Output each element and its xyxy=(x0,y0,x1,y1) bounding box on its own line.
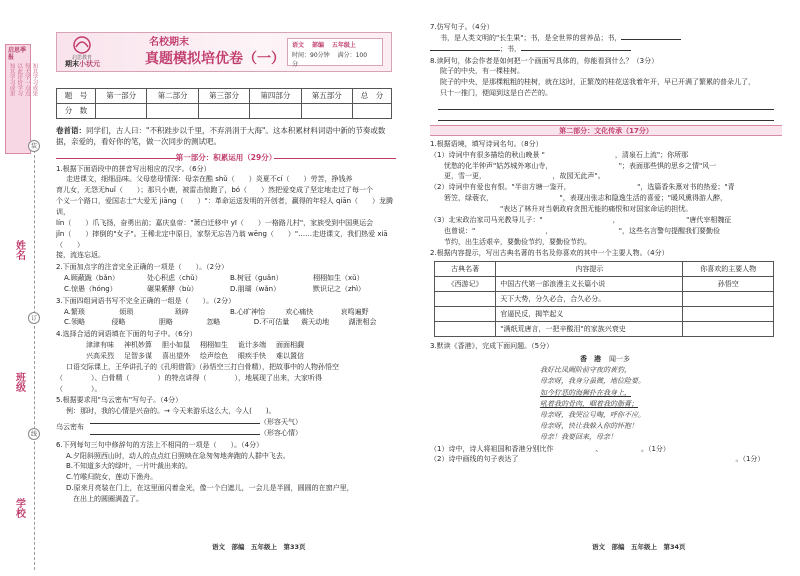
word: 胆小如鼠 xyxy=(162,341,190,350)
question-title: 2.下面加点字的注音完全正确的一项是（ ）。（2分） xyxy=(56,263,229,272)
score-cell: 分 数 xyxy=(57,104,96,119)
option[interactable]: A.夕阳斜照西山时，动人的点点红日照映在急匆匆地奔跑的人群中飞去。 xyxy=(66,451,290,460)
banner-top-label: 名校期末 xyxy=(149,37,189,48)
question-5 xyxy=(56,395,396,438)
poem-line-underlined: 吼着我的骨肉，咽着我的脂膏； xyxy=(540,399,638,408)
c1-line: "表达了林升对当朝政府贪图无能的痛恨和对国家命运的担忧。 xyxy=(430,204,693,213)
score-input[interactable] xyxy=(353,104,392,119)
question-4 xyxy=(56,329,396,394)
section-heading: 第一部分：积累运用（29分） xyxy=(56,152,396,164)
binding-circle: 线 xyxy=(28,428,40,440)
cut-line xyxy=(34,140,35,570)
question-title: 7.仿写句子。（4分） xyxy=(430,23,494,31)
book-cell: "满纸荒唐言，一把辛酸泪"的家族兴衰史 xyxy=(496,322,683,337)
option[interactable]: 湖泄相会 xyxy=(348,318,377,327)
question-c3 xyxy=(430,341,782,465)
c1-line: （2）诗词中有爱也有恨。"半亩方塘一鉴开， "，选篇香朱熹对书的热爱；"青 xyxy=(430,183,735,192)
q8-answer-line[interactable] xyxy=(438,99,774,110)
book-input[interactable] xyxy=(435,322,496,337)
q7-blank[interactable] xyxy=(621,39,681,40)
score-cell: 第五部分 xyxy=(301,89,352,104)
q1-line: jǐn（ ）摔倒的"女子"。王稀北定中原日，家祭无忘告乃翁 wēng（ ）"……走进课文，我们热爱 xiā（ ） xyxy=(56,229,388,249)
q7-text: ；书， xyxy=(500,44,521,53)
q7-line xyxy=(430,44,782,55)
score-cell: 第二部分 xyxy=(147,89,198,104)
question-6 xyxy=(56,440,396,505)
brand-small: 小状元 xyxy=(79,60,100,68)
option[interactable]: D.原来月亮装在门上，在这里面闪着金光，像一个白遮儿，一会儿是半圆，圆圆的在窗户里， xyxy=(66,484,354,493)
score-cell: 第一部分 xyxy=(95,89,146,104)
question-title: 6.下列每句三句中修辞句的方法上不相同的一项是（ ）。（4分） xyxy=(56,440,264,449)
preface-text: 同学们，古人曰："不积跬步以千里，不弃涓涓于大海"。这本积累材料词语中新的节奏或数据，亲爱的，看好你的笔，做一次同步的测试吧。 xyxy=(56,126,386,146)
poem-line: 我好比凤阙阶前守夜的黄豹， xyxy=(540,366,631,375)
c1-line: 也曾说：" ， "，这些名言警句提醒我们要勤俭 xyxy=(430,226,720,235)
option[interactable]: 震天动地 xyxy=(301,318,330,327)
poem-line: 母亲！我要回来，母亲！ xyxy=(540,433,617,442)
q5-label: 乌云密布 xyxy=(56,423,84,432)
c1-line: 节约，出生活艰辛，要勤俭节约，要勤俭节约。 xyxy=(430,237,591,246)
word: 足智多谋 xyxy=(124,351,152,360)
poem-author: 闻一多 xyxy=(609,355,630,364)
q4-line: （ ）。 xyxy=(56,384,102,393)
meta-time: 时间：90分钟 xyxy=(292,51,330,59)
book-input[interactable] xyxy=(435,292,496,307)
spine-badge xyxy=(5,44,38,154)
score-header-row xyxy=(57,89,392,104)
option[interactable]: 碾果紫酵（bù） xyxy=(147,284,198,293)
word: 面面相觑 xyxy=(276,341,304,350)
meta-edition: 部编 xyxy=(311,42,324,49)
binding-circle: 订 xyxy=(28,312,40,324)
poem-line-underlined: 如今狞恶的海狮扑在我身上， xyxy=(540,388,631,397)
page-footer: 语文 部编 五年级上 第34页 xyxy=(592,543,686,551)
poem xyxy=(540,354,782,444)
q5-blank[interactable] xyxy=(90,428,396,439)
meta-subject: 语文 xyxy=(292,42,305,49)
c1-line: 箬笠，绿蓑衣， "，表现出张志和隐逸生活的喜爱；"暖风熏得游人醉， xyxy=(430,194,727,203)
word: 喜出望外 xyxy=(162,351,190,360)
question-title: 4.选择合适的词语填在下面的句子中。（6分） xyxy=(56,330,197,339)
option-row xyxy=(56,317,396,328)
c3-subquestion[interactable]: （1）诗中，诗人将祖国和香港分别比作 、 。（1分） xyxy=(430,444,670,453)
left-page xyxy=(42,0,398,576)
book-input[interactable] xyxy=(683,292,774,307)
option[interactable]: 栩栩如生（xǔ） xyxy=(313,274,364,283)
q1-line: 育儿女，无怨无huǐ（ ）；那只小鹿，被雷击惊跑了，bó（ ）然把爱变成了坚定地走过了每一个 xyxy=(56,186,374,195)
q5-hint: （形容天气） xyxy=(260,418,302,427)
q8-answer-line[interactable] xyxy=(438,110,774,121)
q7-blank[interactable] xyxy=(430,50,500,51)
word: 眼疾手快 xyxy=(238,351,266,360)
c1-line: （3）北宋政治家司马光教导儿子：" ， "唐代宰相魏征 xyxy=(430,215,732,224)
book-cell: 天下大势，分久必合，合久必分。 xyxy=(496,292,683,307)
score-cell: 总 分 xyxy=(353,89,392,104)
c1-line: 忧愁的化半钟声"姑苏城外寒山寺， "；表面那些惧的思乡之情"风一 xyxy=(430,161,717,170)
logo-icon xyxy=(65,35,99,55)
preface xyxy=(56,126,392,148)
option[interactable]: D.不可估量 xyxy=(253,318,290,327)
poem-line: 母亲呀，快让我躲入你的怀抱！ xyxy=(540,422,638,431)
book-cell: 孙悟空 xyxy=(683,277,774,292)
question-1 xyxy=(56,164,396,262)
option[interactable]: C.领略 xyxy=(64,318,86,327)
book-cell: 官逼民反，揭竿起义 xyxy=(496,307,683,322)
option[interactable]: 侵略 xyxy=(111,318,126,327)
q4-line: （ ）、白骨精（ ）的特点讲得（ ），地展现了出来，大家听得 xyxy=(56,373,322,382)
question-title: 8.读阿句，体会作者是如何把一个画面写具体的，你能看到什么？（3分） xyxy=(430,56,659,65)
word: 津津有味 xyxy=(86,341,114,350)
q8-line: 只十一推门，便闻到这是白芒芒的。 xyxy=(440,89,552,98)
word: 绘声绘色 xyxy=(200,351,228,360)
poem-title xyxy=(580,354,782,365)
book-cell: 《西游记》 xyxy=(435,277,496,292)
option[interactable]: 忽略 xyxy=(206,318,221,327)
book-cell: 中国古代第一部浪漫主义长篇小说 xyxy=(496,277,683,292)
word: 栩栩如生 xyxy=(200,341,228,350)
brand-text: 期末 xyxy=(65,60,79,68)
meta-score: 满分：100分 xyxy=(292,51,368,69)
spine-badge-line: 以此评价学习 xyxy=(16,63,23,97)
question-title: 2.根据内容提示，写出古典名著的书名及你喜欢的其中一个主要人物。（4分） xyxy=(430,249,669,258)
book-header-cell: 你喜欢的主要人物 xyxy=(683,262,774,277)
q5-blank[interactable] xyxy=(90,417,396,428)
q7-text: 书，是人类文明的"长生果"；书，是全世界的营养品；书， xyxy=(440,33,622,42)
book-input[interactable] xyxy=(435,307,496,322)
option[interactable]: B.树冠（guǎn） xyxy=(230,274,283,283)
option[interactable]: 烦琐 xyxy=(119,307,134,316)
brand xyxy=(65,59,100,70)
score-value-row xyxy=(57,104,392,119)
preface-label: 卷首语： xyxy=(56,126,86,135)
score-table xyxy=(56,88,392,119)
word-bank-row xyxy=(56,340,396,351)
option[interactable]: 欢心痛快 xyxy=(285,307,314,316)
poem-line: 母亲呀，我身分虽微，地位险要。 xyxy=(540,377,645,386)
question-7 xyxy=(430,22,782,55)
book-input[interactable] xyxy=(683,322,774,337)
book-input[interactable] xyxy=(683,307,774,322)
c1-line: （1）诗词中有很多描绘的秋山晚景 " ，清泉石上流"；你所那 xyxy=(430,150,689,159)
option[interactable]: 默识记之（zhì） xyxy=(313,284,366,293)
option[interactable]: 处心积虑（chǔ） xyxy=(147,274,202,283)
q1-line: 接，流连忘返。 xyxy=(56,251,105,260)
question-c1 xyxy=(430,139,782,247)
spine-badge-line: 知其学习成果 xyxy=(8,63,15,97)
exam-title: 真题模拟培优卷（一） xyxy=(145,51,285,67)
question-title: 1.根据语境，填写诗词名句。（8分） xyxy=(430,139,543,148)
q7-blank[interactable] xyxy=(521,50,631,51)
option[interactable]: 琐碎 xyxy=(174,307,189,316)
word: 难以置信 xyxy=(276,351,304,360)
q5-example: 例：那时，我的心情是兴奋的。→ 今天来游乐这么大，今人( )。 xyxy=(66,407,276,416)
word: 诡计多端 xyxy=(238,341,266,350)
option[interactable]: D.朋瑚（wǎn） xyxy=(230,284,281,293)
book-row xyxy=(435,307,774,322)
book-header-row xyxy=(435,262,774,277)
spine-badge-tag: 启思季报 xyxy=(8,47,27,62)
book-header-cell: 古典名著 xyxy=(435,262,496,277)
option-row xyxy=(56,284,396,295)
question-3 xyxy=(56,296,396,329)
class-field-label: 班级 xyxy=(13,372,25,392)
name-field-label: 姓名 xyxy=(13,240,25,260)
q1-line: 个义一个路口，爱国志士"大爱无 jiāng（ ）"：革命运送发明的开创者，赢得的年轻人 qiān（ ）龙腾训， xyxy=(56,197,394,216)
question-2 xyxy=(56,262,396,295)
score-cell: 第三部分 xyxy=(198,89,249,104)
option[interactable]: C.惊愚（hóng） xyxy=(64,284,117,293)
question-title: 1.根据下面语段中的拼音写出相应的汉字。（6分） xyxy=(56,164,211,173)
q8-line: 院子的中央，有一棵桂树。 xyxy=(440,67,524,76)
book-row xyxy=(435,277,774,292)
q1-line: lín（ ）爪飞扬，奋勇出前；嘉庆皇帝："萧白迁移中 yī（ ）一格路儿村"，家族受到中国奥运会 xyxy=(56,218,374,227)
q4-line: 口语交际课上，王华讲孔子的《孔明借箭》（孙悟空三打白骨精），把故事中的人物孙悟空 xyxy=(66,362,339,371)
option[interactable]: 胆略 xyxy=(158,318,173,327)
binding-spine xyxy=(0,0,40,576)
question-title: 3.下面四组词语书写不完全正确的一组是（ ）。（2分） xyxy=(56,296,236,305)
option[interactable]: B.心旷神怡 xyxy=(229,307,266,316)
score-input[interactable] xyxy=(95,104,146,119)
book-row xyxy=(435,322,774,337)
option: 在出上的圆圈满盈了。 xyxy=(66,494,143,503)
left-questions xyxy=(56,152,396,506)
c1-line: 更，雪一更， ，故园无此声"。 xyxy=(430,172,605,181)
question-title: 3.默读《香港》，完成下面问题。（5分） xyxy=(430,342,554,351)
spine-badge-line: 每天学一点点 xyxy=(23,63,30,97)
q8-line: 院子的中央，是那棵粗粗的桂树，就在这时，正繁茂的桂花送我着年开，早已开满了繁累的普朵儿了， xyxy=(440,78,755,87)
right-questions xyxy=(430,22,782,466)
score-cell: 题 号 xyxy=(57,89,96,104)
binding-circle: 装 xyxy=(28,140,40,152)
score-input[interactable] xyxy=(250,104,301,119)
question-c2 xyxy=(430,248,782,337)
option-row xyxy=(56,307,396,318)
section-heading: 第二部分：文化传承（17分） xyxy=(430,125,782,136)
option[interactable]: A.繁琐 xyxy=(64,307,85,316)
option-row xyxy=(56,273,396,284)
exam-meta xyxy=(287,38,383,69)
score-input[interactable] xyxy=(147,104,198,119)
question-title: 5.根据要求用"乌云密布"写句子。（4分） xyxy=(56,396,183,405)
page-footer: 语文 部编 五年级上 第33页 xyxy=(212,543,306,551)
meta-grade: 五年级上 xyxy=(331,42,356,49)
poem-title-text: 香 港 xyxy=(580,355,601,364)
word-bank-row xyxy=(56,351,396,362)
word: 神机妙算 xyxy=(124,341,152,350)
q1-line: 走进课文，细细品味。父母慈母情深：母亲在酷 shǔ（ ）炎夏不cí（ ）劳苦，挣钱养 xyxy=(66,175,353,184)
score-cell: 第四部分 xyxy=(250,89,301,104)
logo-text: 启思教育 xyxy=(71,55,92,61)
word: 兴高采烈 xyxy=(86,351,114,360)
spine-badge-line: 知其学习成果 xyxy=(31,63,38,97)
option[interactable]: 哀鸣遍野 xyxy=(340,307,369,316)
option[interactable]: B.不知道多大的绿叶，一片叶裁出来的。 xyxy=(66,462,193,471)
book-row xyxy=(435,292,774,307)
score-input[interactable] xyxy=(198,104,249,119)
book-table xyxy=(434,261,774,337)
c3-subquestion[interactable]: （2）诗中画线的句子表达了 。（1分） xyxy=(430,455,765,464)
option[interactable]: C.竹喉归院女，莲动下渔舟。 xyxy=(66,473,158,482)
score-input[interactable] xyxy=(301,104,352,119)
question-8 xyxy=(430,56,782,121)
title-banner xyxy=(56,32,392,72)
option[interactable]: A.顾蔽跪（bǎn） xyxy=(64,274,120,283)
q5-answer-area xyxy=(56,417,396,439)
book-header-cell: 内容提示 xyxy=(496,262,683,277)
q7-line xyxy=(430,33,782,44)
poem-line: 母亲呀，我哭泣号啕，呼你不应。 xyxy=(540,410,645,419)
right-page xyxy=(422,0,784,576)
school-field-label: 学校 xyxy=(13,498,25,518)
q5-hint: （形容心情） xyxy=(260,428,302,437)
